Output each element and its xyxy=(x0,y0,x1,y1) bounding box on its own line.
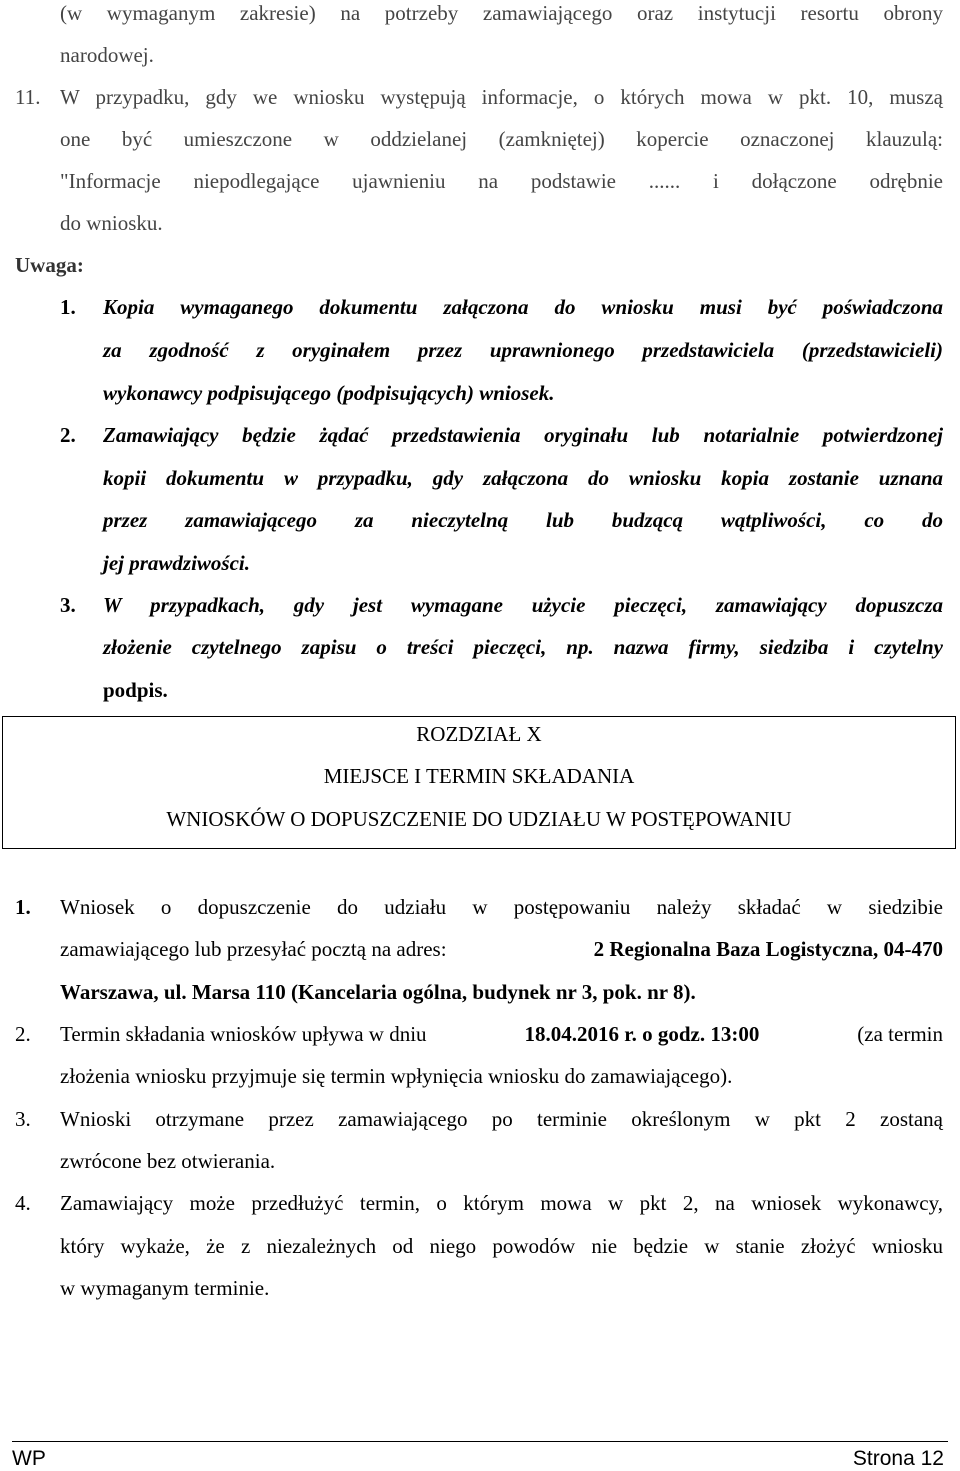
list-number: 2. xyxy=(60,423,76,447)
paragraph-line: Kopia wymaganego dokumentu załączona do wniosku musi być poświadczona xyxy=(103,295,943,319)
address-bold: 2 Regionalna Baza Logistyczna, 04-470 xyxy=(593,937,943,961)
paragraph-line: złożenia wniosku przyjmuje się termin wpłynięcia wniosku do zamawiającego). xyxy=(60,1064,733,1088)
list-number: 11. xyxy=(15,85,41,109)
address-line: Warszawa, ul. Marsa 110 (Kancelaria ogólna, budynek nr 3, pok. nr 8). xyxy=(60,980,696,1004)
paragraph-line: podpis. xyxy=(103,678,168,702)
deadline-intro: Termin składania wniosków upływa w dniu xyxy=(60,1022,427,1046)
list-number: 2. xyxy=(15,1022,31,1046)
paragraph-line xyxy=(60,1024,943,1045)
paragraph-line: kopii dokumentu w przypadku, gdy załączona do wniosku kopia zostanie uznana xyxy=(103,466,943,490)
chapter-title: ROZDZIAŁ X xyxy=(416,722,542,746)
address-intro: zamawiającego lub przesyłać pocztą na adres: xyxy=(60,937,447,961)
list-number: 1. xyxy=(15,895,31,919)
paragraph-line: W przypadkach, gdy jest wymagane użycie pieczęci, zamawiający dopuszcza xyxy=(103,593,943,617)
list-number: 3. xyxy=(60,593,76,617)
paragraph-line: przez zamawiającego za nieczytelną lub budzącą wątpliwości, co do xyxy=(103,508,943,532)
paragraph-line xyxy=(60,939,943,960)
paragraph-line: one być umieszczone w oddzielanej (zamkniętej) kopercie oznaczonej klauzulą: xyxy=(60,127,943,151)
footer-divider xyxy=(12,1441,948,1442)
chapter-subtitle: MIEJSCE I TERMIN SKŁADANIA xyxy=(323,764,635,788)
paragraph-line: Wnioski otrzymane przez zamawiającego po terminie określonym w pkt 2 zostaną xyxy=(60,1107,943,1131)
list-number: 4. xyxy=(15,1191,31,1215)
chapter-subtitle: WNIOSKÓW O DOPUSZCZENIE DO UDZIAŁU W POSTĘPOWANIU xyxy=(166,807,792,831)
list-number: 1. xyxy=(60,295,76,319)
paragraph-line: zwrócone bez otwierania. xyxy=(60,1149,276,1173)
footer-left-label: WP xyxy=(12,1447,46,1470)
paragraph-line: (w wymaganym zakresie) na potrzeby zamawiającego oraz instytucji resortu obrony xyxy=(60,1,943,25)
paragraph-line: do wniosku. xyxy=(60,211,163,235)
paragraph-line: jej prawdziwości. xyxy=(103,551,251,575)
paragraph-line: złożenie czytelnego zapisu o treści pieczęci, np. nazwa firmy, siedziba i czytelny xyxy=(103,635,943,659)
note-heading: Uwaga: xyxy=(15,253,84,277)
paragraph-line: Zamawiający będzie żądać przedstawienia oryginału lub notarialnie potwierdzonej xyxy=(103,423,943,447)
page-number: Strona 12 xyxy=(852,1447,944,1470)
paragraph-line: "Informacje niepodlegające ujawnieniu na podstawie ...... i dołączone odrębnie xyxy=(60,169,943,193)
paragraph-line: za zgodność z oryginałem przez uprawnionego przedstawiciela (przedstawicieli) xyxy=(103,338,943,362)
paragraph-line: wykonawcy podpisującego (podpisujących) wniosek. xyxy=(103,381,555,405)
paragraph-line: który wykaże, że z niezależnych od niego powodów nie będzie w stanie złożyć wniosku xyxy=(60,1234,943,1258)
list-number: 3. xyxy=(15,1107,31,1131)
paragraph-line: W przypadku, gdy we wniosku występują informacje, o których mowa w pkt. 10, muszą xyxy=(60,85,943,109)
deadline-date: 18.04.2016 r. o godz. 13:00 xyxy=(524,1022,760,1046)
paragraph-line: Zamawiający może przedłużyć termin, o którym mowa w pkt 2, na wniosek wykonawcy, xyxy=(60,1191,943,1215)
deadline-note: (za termin xyxy=(857,1022,943,1046)
paragraph-line: narodowej. xyxy=(60,43,154,67)
paragraph-line: Wniosek o dopuszczenie do udziału w postępowaniu należy składać w siedzibie xyxy=(60,895,943,919)
paragraph-line: w wymaganym terminie. xyxy=(60,1276,270,1300)
